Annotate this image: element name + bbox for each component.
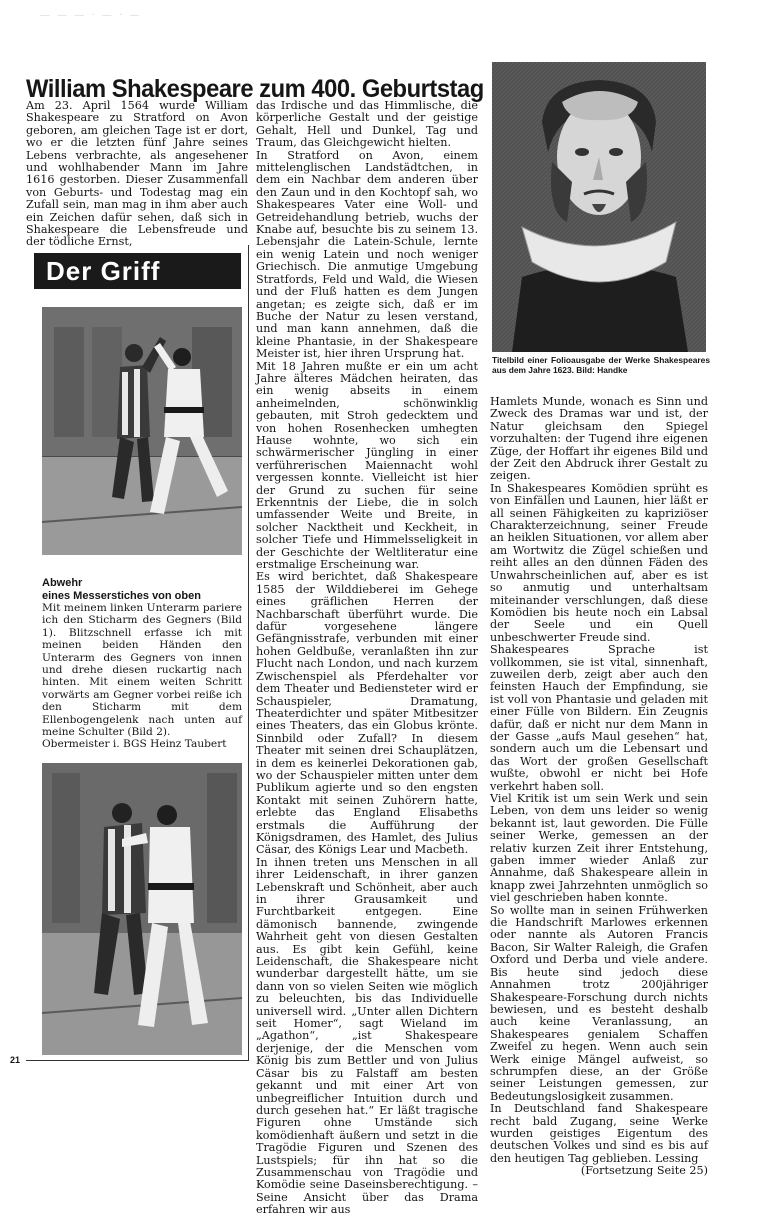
- column-2: [256, 99, 478, 1217]
- column-3: [490, 395, 708, 1178]
- sidebar-author: Obermeister i. BGS Heinz Taubert: [42, 738, 227, 751]
- der-griff-box: [26, 245, 249, 1061]
- col2-paragraph: Es wird berichtet, daß Shakespeare 1585 der Wilddieberei im Gehege eines gräflichen Herren der Nachbarschaft überführt wurde. Die dafür vorgesehene längere Gefängnisstrafe, verbunden mit einer hohen Geldbuße, veranlaßten ihn zur Flucht nach London, und nach kurzem Zwischenspiel als Pferdehalter vor dem Theater und Bediensteter wird er Schauspieler, Dramatung, Theaterdichter und später Mitbesitzer eines Theaters, das ein Globus krönte. Sinnbild oder Zufall? In diesem Theater mit seinen drei Schauplätzen, in dem es keinerlei Dekorationen gab, wo der Schauspieler mitten unter dem Publikum agierte und so den engsten Kontakt mit seinen Zuhörern hatte, erlebte das England Elisabeths erstmals die Aufführung der Königsdramen, des Hamlet, des Julius Cäsar, des Königs Lear und Macbeth.: [256, 570, 478, 857]
- column-1: [26, 99, 248, 249]
- judo-photo-2-illustration: [42, 763, 242, 1055]
- shakespeare-portrait: [492, 62, 706, 352]
- portrait-caption: Titelbild einer Folioausgabe der Werke Shakespeares aus dem Jahre 1623. Bild: Handke: [492, 355, 710, 375]
- sidebar-text: [42, 577, 242, 751]
- article-title: William Shakespeare zum 400. Geburtstag: [26, 74, 484, 103]
- col3-paragraph: Viel Kritik ist um sein Werk und sein Leben, von dem uns leider so wenig bekannt ist, laut geworden. Die Fülle seiner Werke, gemessen an der relativ kurzen Zeit ihrer Entstehung, gaben immer wieder Anlaß zur Annahme, daß Shakespeare allein in knapp zwei Jahrzehnten unmöglich so viel geschrieben haben konnte.: [490, 792, 708, 905]
- faint-header-marks: — — — · — · —: [40, 10, 142, 21]
- col3-paragraph: In Deutschland fand Shakespeare recht bald Zugang, seine Werke wurden geistiges Eigentum des deutschen Volkes und sind es bis auf den heutigen Tag geblieben. Lessing: [490, 1102, 708, 1165]
- portrait-illustration: [492, 62, 706, 352]
- col2-paragraph: In Stratford on Avon, einem mittelenglischen Landstädtchen, in dem ein Nachbar dem anderen über den Zaun und in den Kochtopf sah, wo Shakespeares Vater eine Woll- und Getreidehandlung betrieb, wuchs der Knabe auf, besuchte bis zu seinem 13. Lebensjahr die Latein-Schule, lernte ein wenig Latein und noch weniger Griechisch. Die anmutige Umgebung Stratfords, Feld und Wald, die Wiesen und der Fluß hatten es dem Jungen angetan; es zeigte sich, daß er im Buche der Natur zu lesen verstand, und man kann annehmen, daß die kleine Phantasie, in der Shakespeare Meister ist, hier ihren Ursprung hat.: [256, 148, 478, 361]
- page-number: 21: [10, 1055, 21, 1065]
- col3-paragraph: In Shakespeares Komödien sprüht es von Einfällen und Launen, hier läßt er all seinen Fähigkeiten zu kapriziöser Charakterzeichnung, seiner Freude an heiklen Situationen, vor allem aber am Wortwitz die Zügel schießen und reiht alles an den dünnen Fäden des Unwahrscheinlichen auf, aber es ist so anmutig und unterhaltsam miteinander verschlungen, daß diese Komödien bis heute noch ein Labsal der Seele und ein Quell unbeschwerter Freude sind.: [490, 481, 708, 644]
- sidebar-body: Mit meinem linken Unterarm pariere ich den Sticharm des Gegners (Bild 1). Blitzschnell erfasse ich mit meinen beiden Händen den Unterarm des Gegners von innen und drehe diesen ruckartig nach hinten. Mit einem weiten Schritt vorwärts am Gegner vorbei reiße ich den Sticharm mit dem Ellenbogengelenk nach unten auf meine Schulter (Bild 2).: [42, 602, 242, 739]
- col3-paragraph: Hamlets Munde, wonach es Sinn und Zweck des Dramas war und ist, der Natur gleichsam den Spiegel vorzuhalten: der Tugend ihre eigenen Züge, der Hoffart ihr eigenes Bild und der Zeit den Abdruck ihrer Gestalt zu zeigen.: [490, 395, 708, 483]
- photo-bild-2: [42, 763, 242, 1055]
- col1-paragraph: Am 23. April 1564 wurde William Shakespeare zu Stratford on Avon geboren, am gleichen Tage ist er dort, wo er die letzten fünf Jahre seines Lebens verbrachte, als angesehener und wohlhabender Mann im Jahre 1616 gestorben. Dieser Zusammenfall von Geburts- und Todestag mag ein Zufall sein, man mag in ihm aber auch ein Zeichen dafür sehen, daß sich in Shakespeare die Lebensfreude und der tödliche Ernst,: [26, 99, 248, 249]
- col2-paragraph: In ihnen treten uns Menschen in all ihrer Leidenschaft, in ihrer ganzen Lebenskraft und Schönheit, aber auch in ihrer Grausamkeit und Furchtbarkeit entgegen. Eine dämonisch bannende, zwingende Wahrheit geht von diesen Gestalten aus. Es gibt kein Gefühl, keine Leidenschaft, die Shakespeare nicht wunderbar dargestellt hätte, um sie dann von so vielen Seiten wie möglich zu beleuchten, bis das Individuelle universell wird. „Unter allen Dichtern seit Homer“, sagt Wieland im „Agathon“, „ist Shakespeare derjenige, der die Menschen vom König bis zum Bettler und von Julius Cäsar bis zu Falstaff am besten gekannt und mit einer Art von unbegreiflicher Intuition durch und durch gesehen hat.“ Er läßt tragische Figuren ohne Umstände sich komödienhaft äußern und setzt in die Tragödie Figuren und Szenen des Lustspiels; für ihn hat so die Zusammenschau von Tragödie und Komödie seine Daseinsberechtigung. – Seine Ansicht über das Drama erfahren wir aus: [256, 855, 478, 1217]
- col2-paragraph: das Irdische und das Himmlische, die körperliche Gestalt und der geistige Gehalt, Hell und Dunkel, Tag und Traum, das Gleichgewicht hielten.: [256, 99, 478, 150]
- col3-paragraph: So wollte man in seinen Frühwerken die Handschrift Marlowes erkennen oder nannte als Autoren Francis Bacon, Sir Walter Raleigh, die Grafen Oxford und Derba und viele andere. Bis heute sind jedoch diese Annahmen trotz 200jähriger Shakespeare-Forschung durch nichts bewiesen, und es besteht deshalb auch keine Veranlassung, an Shakespeares genialem Schaffen Zweifel zu hegen. Wenn auch sein Werk einige Mängel aufweist, so schrumpfen diese, an der Größe seiner Leistungen gemessen, zur Bedeutungslosigkeit zusammen.: [490, 903, 708, 1103]
- continuation-note: (Fortsetzung Seite 25): [580, 1164, 708, 1178]
- sidebar-subheading-1: Abwehr: [42, 577, 83, 589]
- sidebar-subheading-2: eines Messerstiches von oben: [42, 589, 201, 602]
- der-griff-heading: Der Griff: [34, 253, 241, 289]
- judo-photo-1-illustration: [42, 307, 242, 555]
- photo-bild-1: [42, 307, 242, 555]
- col3-paragraph: Shakespeares Sprache ist vollkommen, sie ist vital, sinnenhaft, zuweilen derb, zeigt aber auch den feinsten Hauch der Empfindung, sie ist voll von Phantasie und geladen mit einer Fülle von Bildern. Ein Zeugnis dafür, daß er nicht nur dem Mann in der Gasse „aufs Maul gesehen“ hat, sondern auch um die Lebensart und das Wort der großen Gesellschaft wußte, obwohl er nicht bei Hofe verkehrt haben soll.: [490, 643, 708, 793]
- col2-paragraph: Mit 18 Jahren mußte er ein um acht Jahre älteres Mädchen heiraten, das ein wenig abseits in einem anheimelnden, schönwinklig gebauten, mit Stroh gedecktem und von hohen Rosenhecken umhegten Hause wohnte, wo sich ein schwärmerischer Jüngling in einer verführerischen Maiennacht wohl vergessen konnte. Vielleicht ist hier der Grund zu suchen für seine Erkenntnis der Liebe, die in solch umfassender Weite und Breite, in solcher Nacktheit und Keckheit, in solcher Tiefe und Himmelsseligkeit in der Geschichte der Weltliteratur eine erstmalige Erscheinung war.: [256, 359, 478, 572]
